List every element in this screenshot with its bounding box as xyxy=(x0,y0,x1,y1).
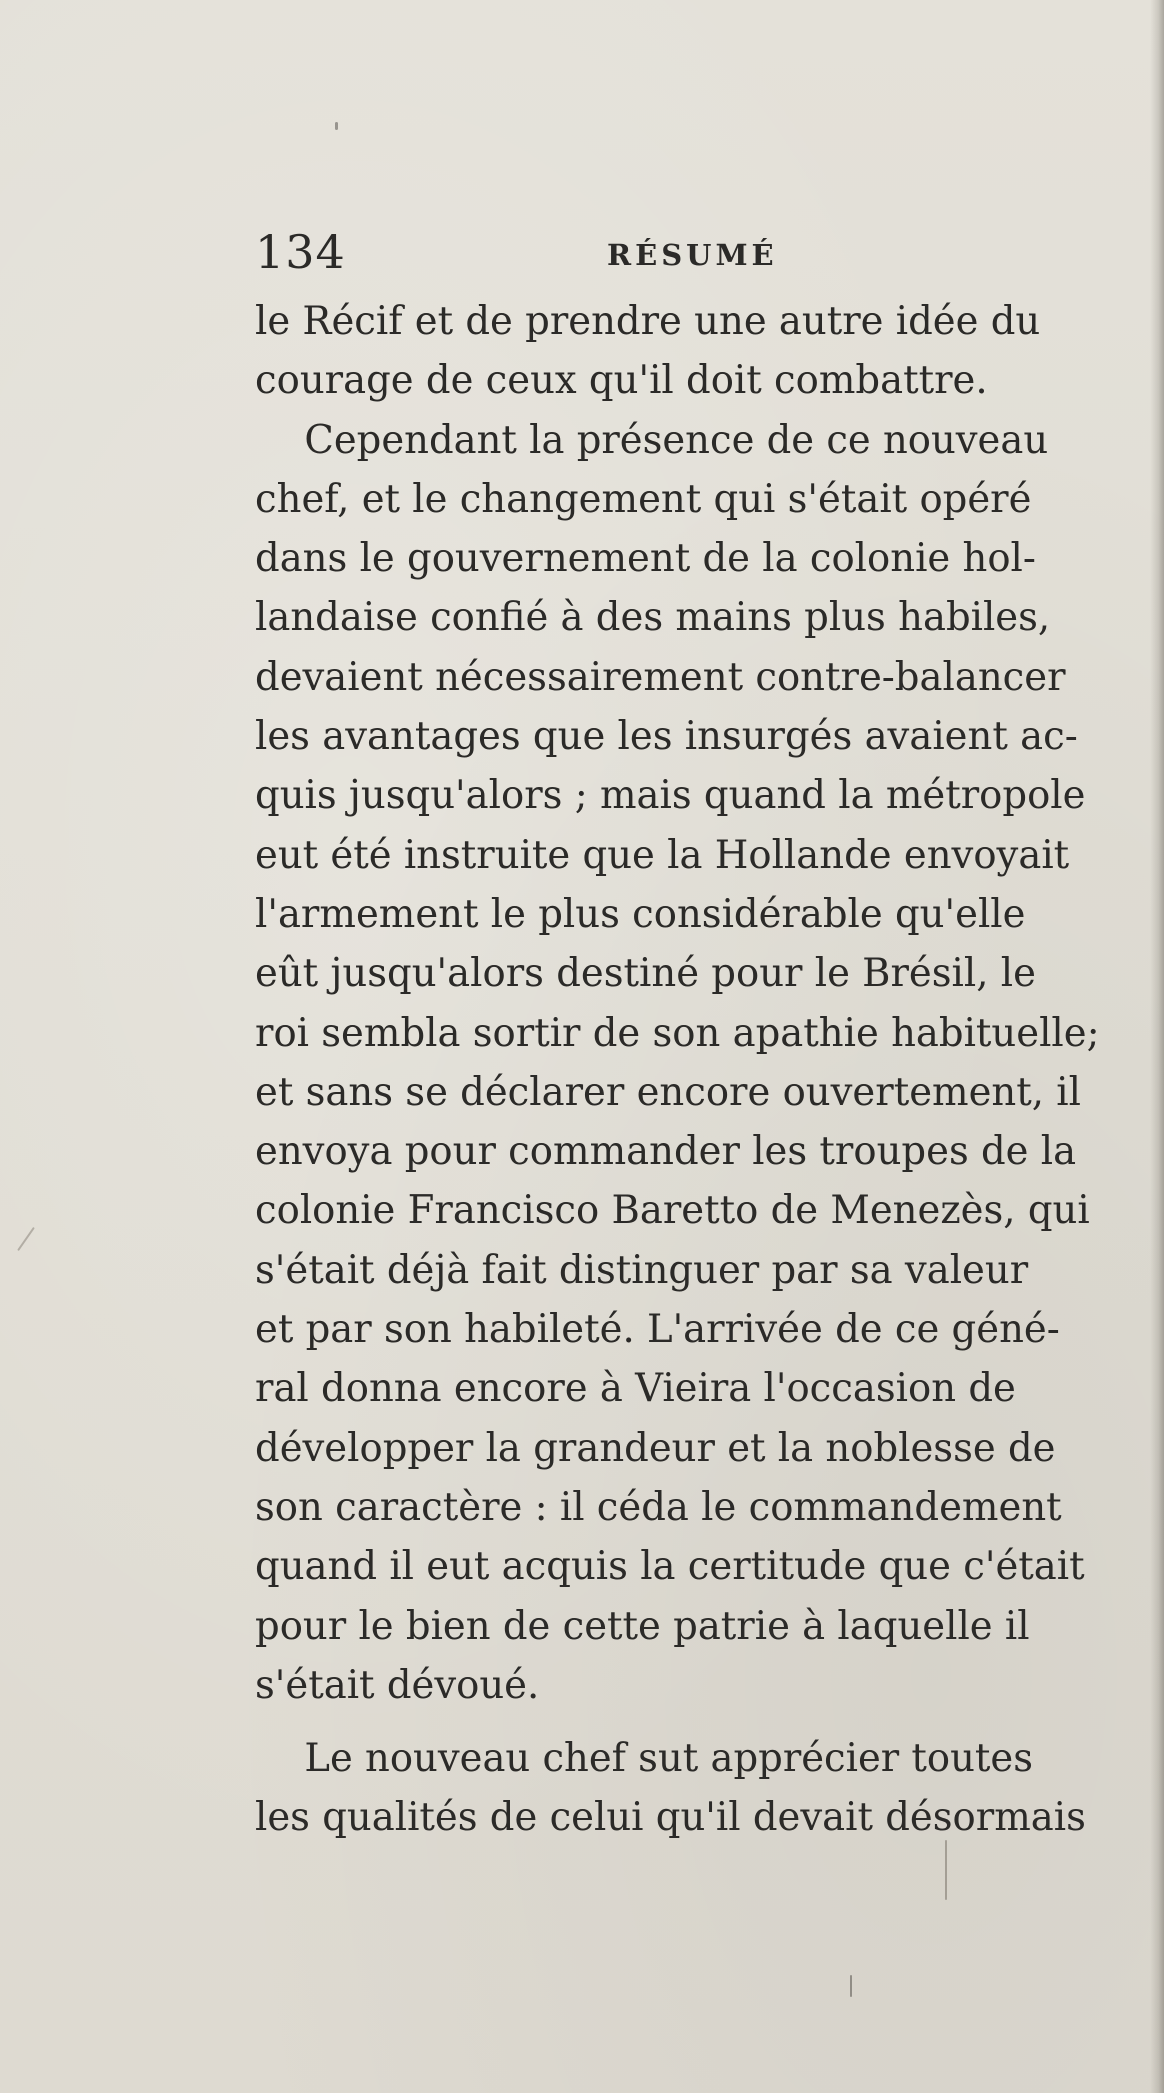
text-line: landaise confié à des mains plus habiles, xyxy=(255,595,1051,641)
paper-speck xyxy=(17,1227,35,1251)
text-line: quis jusqu'alors ; mais quand la métropole xyxy=(255,773,1086,819)
paper-speck xyxy=(850,1975,852,1997)
text-line: et par son habileté. L'arrivée de ce géné- xyxy=(255,1307,1060,1353)
paper-speck xyxy=(945,1840,947,1900)
paper-speck xyxy=(335,122,338,130)
paragraph-start-line: Cependant la présence de ce nouveau xyxy=(304,417,1049,463)
text-line: colonie Francisco Baretto de Menezès, qui xyxy=(255,1188,1090,1234)
text-line: pour le bien de cette patrie à laquelle il xyxy=(255,1603,1030,1649)
running-title: RÉSUMÉ xyxy=(607,238,778,272)
paragraph-start-line: Le nouveau chef sut apprécier toutes xyxy=(304,1736,1033,1782)
body-text xyxy=(255,292,1155,1848)
text-line: envoya pour commander les troupes de la xyxy=(255,1129,1077,1175)
text-line: s'était dévoué. xyxy=(255,1662,540,1708)
page-header xyxy=(255,222,1115,282)
text-line: ral donna encore à Vieira l'occasion de xyxy=(255,1366,1016,1412)
text-line: et sans se déclarer encore ouvertement, il xyxy=(255,1069,1081,1115)
text-line: s'était déjà fait distinguer par sa valeur xyxy=(255,1247,1029,1293)
text-line: dans le gouvernement de la colonie hol- xyxy=(255,536,1036,582)
text-line: développer la grandeur et la noblesse de xyxy=(255,1425,1056,1471)
text-line: courage de ceux qu'il doit combattre. xyxy=(255,358,988,404)
text-line: le Récif et de prendre une autre idée du xyxy=(255,299,1041,344)
text-line: eut été instruite que la Hollande envoyait xyxy=(255,832,1070,878)
text-line: eût jusqu'alors destiné pour le Brésil, le xyxy=(255,951,1036,997)
text-line: les qualités de celui qu'il devait désormais xyxy=(255,1795,1086,1841)
text-line: roi sembla sortir de son apathie habituelle; xyxy=(255,1010,1100,1056)
page-number: 134 xyxy=(255,225,346,279)
text-line: son caractère : il céda le commandement xyxy=(255,1484,1062,1530)
text-line: chef, et le changement qui s'était opéré xyxy=(255,476,1032,522)
text-line: les avantages que les insurgés avaient ac- xyxy=(255,714,1078,760)
text-line: l'armement le plus considérable qu'elle xyxy=(255,891,1026,937)
text-line: quand il eut acquis la certitude que c'était xyxy=(255,1544,1085,1590)
text-line: devaient nécessairement contre-balancer xyxy=(255,654,1066,700)
